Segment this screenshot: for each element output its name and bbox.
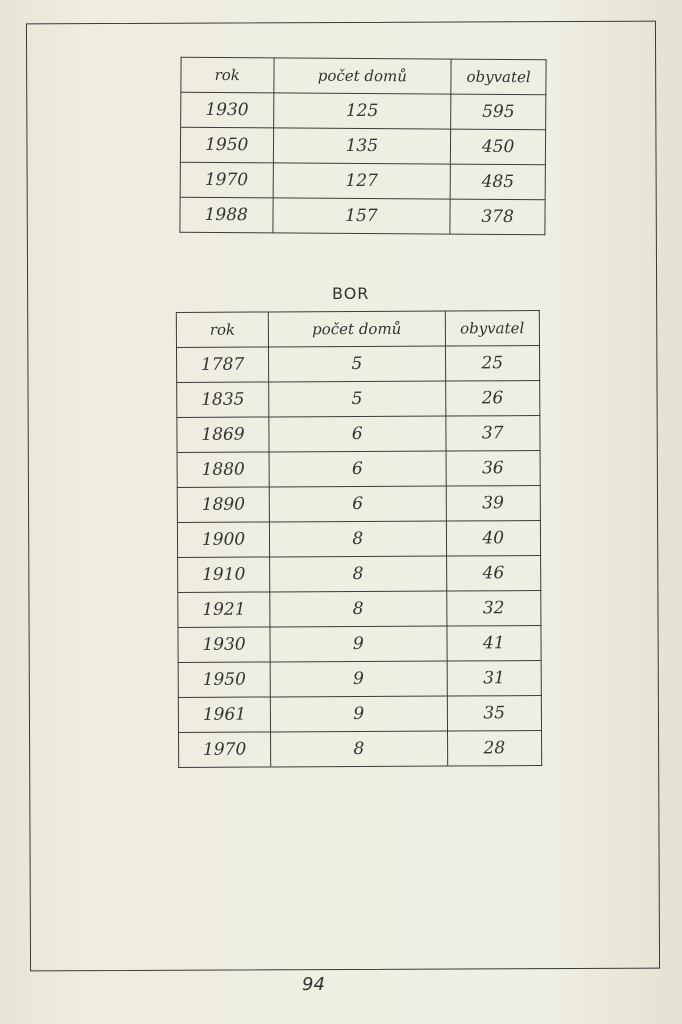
table-row <box>181 92 546 130</box>
cell-rok: 1900 <box>177 522 269 557</box>
cell-pocet-domu: 6 <box>269 451 446 487</box>
page-number: 94 <box>302 974 325 995</box>
cell-pocet-domu: 8 <box>269 521 446 557</box>
header-pocet-domu: počet domů <box>273 58 451 94</box>
header-rok: rok <box>176 312 268 347</box>
cell-rok: 1950 <box>180 127 273 163</box>
cell-rok: 1950 <box>178 662 270 697</box>
table-summary <box>179 57 546 236</box>
cell-rok: 1921 <box>178 592 270 627</box>
cell-obyvatel: 31 <box>447 661 542 696</box>
cell-obyvatel: 40 <box>446 521 541 556</box>
cell-pocet-domu: 9 <box>270 661 447 697</box>
cell-pocet-domu: 125 <box>273 93 451 129</box>
table-row <box>177 416 540 453</box>
table-row <box>178 591 541 628</box>
cell-rok: 1930 <box>178 627 270 662</box>
cell-pocet-domu: 9 <box>270 696 447 732</box>
table-row <box>178 556 541 593</box>
cell-pocet-domu: 8 <box>270 591 447 627</box>
cell-pocet-domu: 8 <box>270 556 447 592</box>
cell-obyvatel: 39 <box>446 486 541 521</box>
cell-obyvatel: 41 <box>446 626 541 661</box>
table-row <box>178 696 541 733</box>
cell-obyvatel: 46 <box>446 556 541 591</box>
header-obyvatel: obyvatel <box>451 59 546 95</box>
table-row <box>177 451 540 488</box>
table-row <box>180 127 545 165</box>
cell-rok: 1880 <box>177 452 269 487</box>
cell-obyvatel: 32 <box>446 591 541 626</box>
table-header-row <box>181 57 546 95</box>
cell-rok: 1970 <box>179 732 271 767</box>
cell-obyvatel: 35 <box>447 696 542 731</box>
cell-obyvatel: 36 <box>446 451 541 486</box>
table-row <box>180 162 545 200</box>
table-row <box>180 197 545 235</box>
cell-pocet-domu: 6 <box>269 486 446 522</box>
header-pocet-domu: počet domů <box>268 311 445 347</box>
cell-pocet-domu: 8 <box>271 731 448 767</box>
table-row <box>178 626 541 663</box>
cell-rok: 1961 <box>178 697 270 732</box>
cell-obyvatel: 25 <box>445 346 540 381</box>
cell-obyvatel: 378 <box>450 199 545 235</box>
table-header-row <box>176 311 539 348</box>
cell-rok: 1970 <box>180 162 273 198</box>
cell-pocet-domu: 5 <box>269 381 446 417</box>
cell-rok: 1787 <box>176 347 268 382</box>
table-row <box>176 346 539 383</box>
cell-pocet-domu: 135 <box>273 128 451 164</box>
cell-rok: 1835 <box>177 382 269 417</box>
cell-rok: 1988 <box>180 197 273 233</box>
cell-rok: 1890 <box>177 487 269 522</box>
cell-obyvatel: 450 <box>451 129 546 165</box>
cell-pocet-domu: 9 <box>270 626 447 662</box>
cell-obyvatel: 37 <box>445 416 540 451</box>
header-obyvatel: obyvatel <box>445 311 540 346</box>
cell-rok: 1910 <box>178 557 270 592</box>
cell-rok: 1930 <box>181 92 274 128</box>
table-bor <box>176 310 542 768</box>
table-row <box>177 486 540 523</box>
cell-obyvatel: 26 <box>445 381 540 416</box>
cell-pocet-domu: 127 <box>273 163 451 199</box>
cell-obyvatel: 485 <box>450 164 545 200</box>
table-title-bor: BOR <box>332 284 370 303</box>
cell-obyvatel: 595 <box>451 94 546 130</box>
table-row <box>177 521 540 558</box>
cell-pocet-domu: 6 <box>269 416 446 452</box>
cell-rok: 1869 <box>177 417 269 452</box>
cell-pocet-domu: 5 <box>269 346 446 382</box>
cell-obyvatel: 28 <box>447 731 542 766</box>
table-row <box>178 661 541 698</box>
table-row <box>177 381 540 418</box>
cell-pocet-domu: 157 <box>272 198 450 234</box>
header-rok: rok <box>181 57 274 93</box>
table-row <box>179 731 542 768</box>
